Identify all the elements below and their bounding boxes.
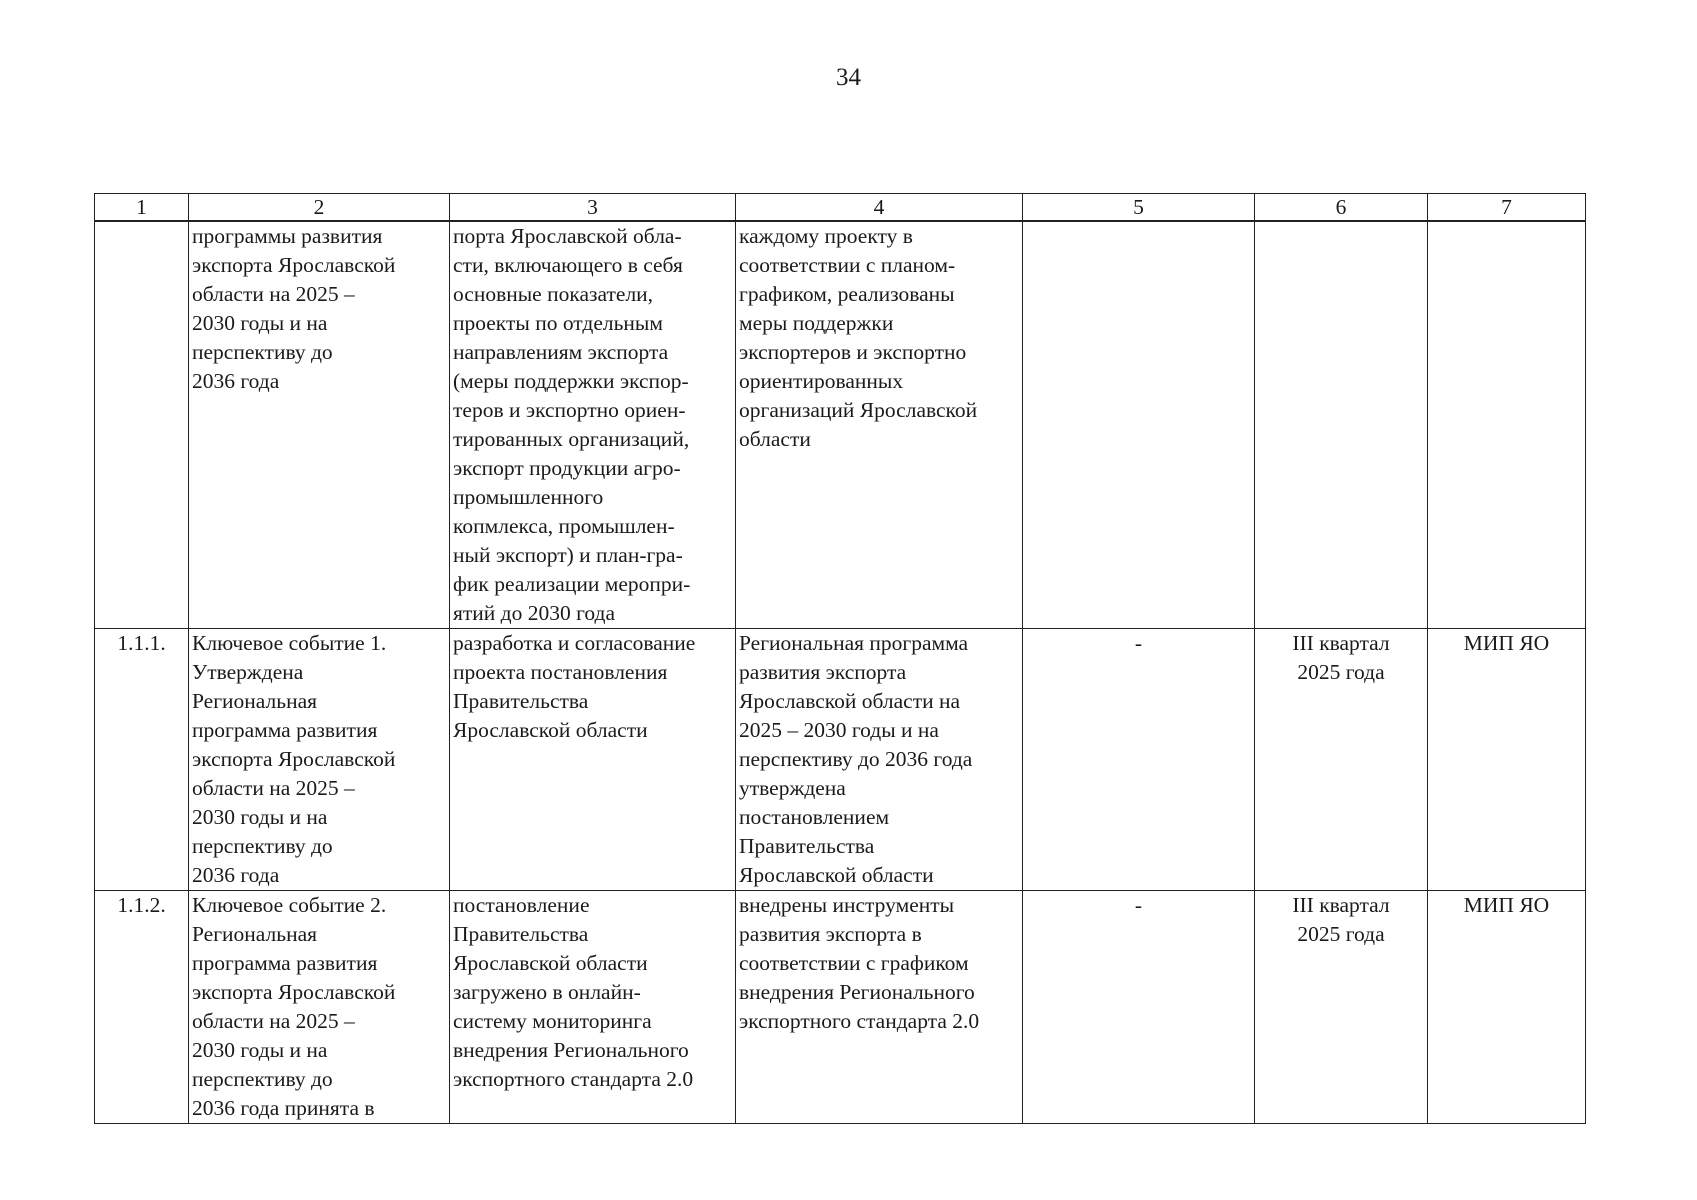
table-row-continued [95,221,1586,629]
column-5-cell: - [1023,891,1255,1124]
responsible-cell [1428,221,1586,629]
event-name-cell: Ключевое событие 2. Региональная программа развития экспорта Ярославской области на 2025 – 2030 годы и на перспективу до 2036 года принята в [189,891,450,1124]
result-cell: каждому проекту в соответствии с планом- графиком, реализованы меры поддержки экспортеров и экспортно ориентированных организаций Ярославской области [736,221,1023,629]
responsible-cell: МИП ЯО [1428,629,1586,891]
event-name-cell: программы развития экспорта Ярославской области на 2025 – 2030 годы и на перспективу до 2036 года [189,221,450,629]
table-row-1-1-2 [95,891,1586,1124]
deadline-cell: III квартал 2025 года [1255,629,1428,891]
event-name-cell: Ключевое событие 1. Утверждена Региональная программа развития экспорта Ярославской области на 2025 – 2030 годы и на перспективу до 2036 года [189,629,450,891]
deadline-cell [1255,221,1428,629]
result-cell: Региональная программа развития экспорта Ярославской области на 2025 – 2030 годы и на перспективу до 2036 года утверждена постановлением Правительства Ярославской области [736,629,1023,891]
column-header-7: 7 [1428,194,1586,222]
activity-cell: постановление Правительства Ярославской области загружено в онлайн- систему мониторинга внедрения Регионального экспортного стандарта 2.0 [450,891,736,1124]
row-number-cell [95,221,189,629]
deadline-cell: III квартал 2025 года [1255,891,1428,1124]
column-header-3: 3 [450,194,736,222]
column-header-4: 4 [736,194,1023,222]
measures-table [94,193,1586,1124]
column-header-2: 2 [189,194,450,222]
row-number-cell: 1.1.1. [95,629,189,891]
column-header-6: 6 [1255,194,1428,222]
responsible-cell: МИП ЯО [1428,891,1586,1124]
column-number-row [95,194,1586,222]
row-number-cell: 1.1.2. [95,891,189,1124]
column-5-cell: - [1023,629,1255,891]
column-5-cell [1023,221,1255,629]
activity-cell: порта Ярославской обла- сти, включающего в себя основные показатели, проекты по отдельным направлениям экспорта (меры поддержки экспор- теров и экспортно ориен- тированных организаций, экспорт продукции агро- промышленного копмлекса, промышлен- ный экспорт) и план-гра- фик реализации меропри- ятий до 2030 года [450,221,736,629]
column-header-1: 1 [95,194,189,222]
table-row-1-1-1 [95,629,1586,891]
column-header-5: 5 [1023,194,1255,222]
activity-cell: разработка и согласование проекта постановления Правительства Ярославской области [450,629,736,891]
result-cell: внедрены инструменты развития экспорта в соответствии с графиком внедрения Регионального экспортного стандарта 2.0 [736,891,1023,1124]
page-number: 34 [836,64,861,91]
